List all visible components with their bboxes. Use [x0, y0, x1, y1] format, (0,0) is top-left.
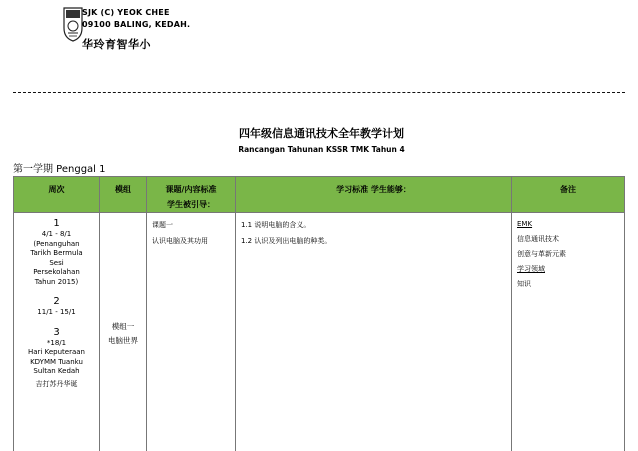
week-1-note: Sesi [49, 258, 64, 267]
week-cell [14, 213, 100, 451]
standard-item: 1.1 说明电脑的含义。 [241, 221, 311, 229]
week-2-number: 2 [53, 296, 60, 307]
school-address: 09100 BALING, KEDAH. [82, 20, 191, 29]
topic-title: 课题一 [152, 221, 173, 229]
week-1-note: Persekolahan [33, 268, 80, 276]
school-name-chinese: 华玲育智华小 [82, 38, 151, 51]
term-label: 第一学期 Penggal 1 [13, 164, 106, 175]
standard-cell [236, 213, 512, 451]
module-name: 电脑世界 [108, 335, 138, 345]
week-1-number: 1 [53, 218, 60, 229]
header-topic-line1: 课题/内容标准 [165, 185, 217, 194]
notes-heading-learning-area: 学习领域 [517, 265, 545, 273]
week-1-date: 4/1 - 8/1 [41, 230, 72, 238]
school-crest-icon [62, 6, 84, 42]
notes-item: 创意与革新元素 [517, 250, 566, 258]
notes-item: 信息通讯技术 [517, 235, 559, 243]
module-title: 模组一 [111, 321, 135, 331]
topic-name: 认识电脑及其功用 [152, 237, 208, 245]
week-3-note: Sultan Kedah [33, 367, 80, 375]
header-week: 周次 [14, 177, 100, 213]
week-1-note: Tahun 2015) [34, 277, 79, 286]
notes-item: 知识 [517, 280, 531, 288]
header-topic-line2: 学生被引导： [167, 200, 215, 209]
week-3-date: *18/1 [46, 338, 67, 347]
table-header-row [14, 177, 625, 213]
school-name: SJK (C) YEOK CHEE [82, 8, 170, 17]
notes-heading-emk: EMK [517, 220, 533, 228]
school-header [62, 6, 622, 86]
module-cell [100, 213, 147, 451]
week-1-note: Tarikh Bermula [30, 249, 83, 257]
week-3-note: KDYMM Tuanku [30, 357, 83, 366]
document-subtitle: Rancangan Tahunan KSSR TMK Tahun 4 [238, 145, 405, 154]
header-divider [13, 92, 625, 93]
header-module: 模组 [100, 177, 147, 213]
week-3-note: 吉打苏丹华诞 [35, 379, 78, 388]
topic-cell [147, 213, 236, 451]
header-notes: 备注 [512, 177, 625, 213]
lesson-plan-table [13, 176, 625, 451]
header-standard: 学习标准 学生能够： [236, 177, 512, 213]
week-3-note: Hari Keputeraan [28, 348, 85, 356]
header-topic [147, 177, 236, 213]
notes-cell [512, 213, 625, 451]
week-1-note: (Penanguhan [33, 239, 80, 248]
document-title: 四年级信息通讯技术全年教学计划 [239, 127, 404, 140]
table-row [14, 213, 625, 451]
standard-item: 1.2 认识及列出电脑的种类。 [241, 237, 332, 245]
week-2-date: 11/1 - 15/1 [37, 308, 76, 316]
week-3-number: 3 [53, 326, 60, 338]
